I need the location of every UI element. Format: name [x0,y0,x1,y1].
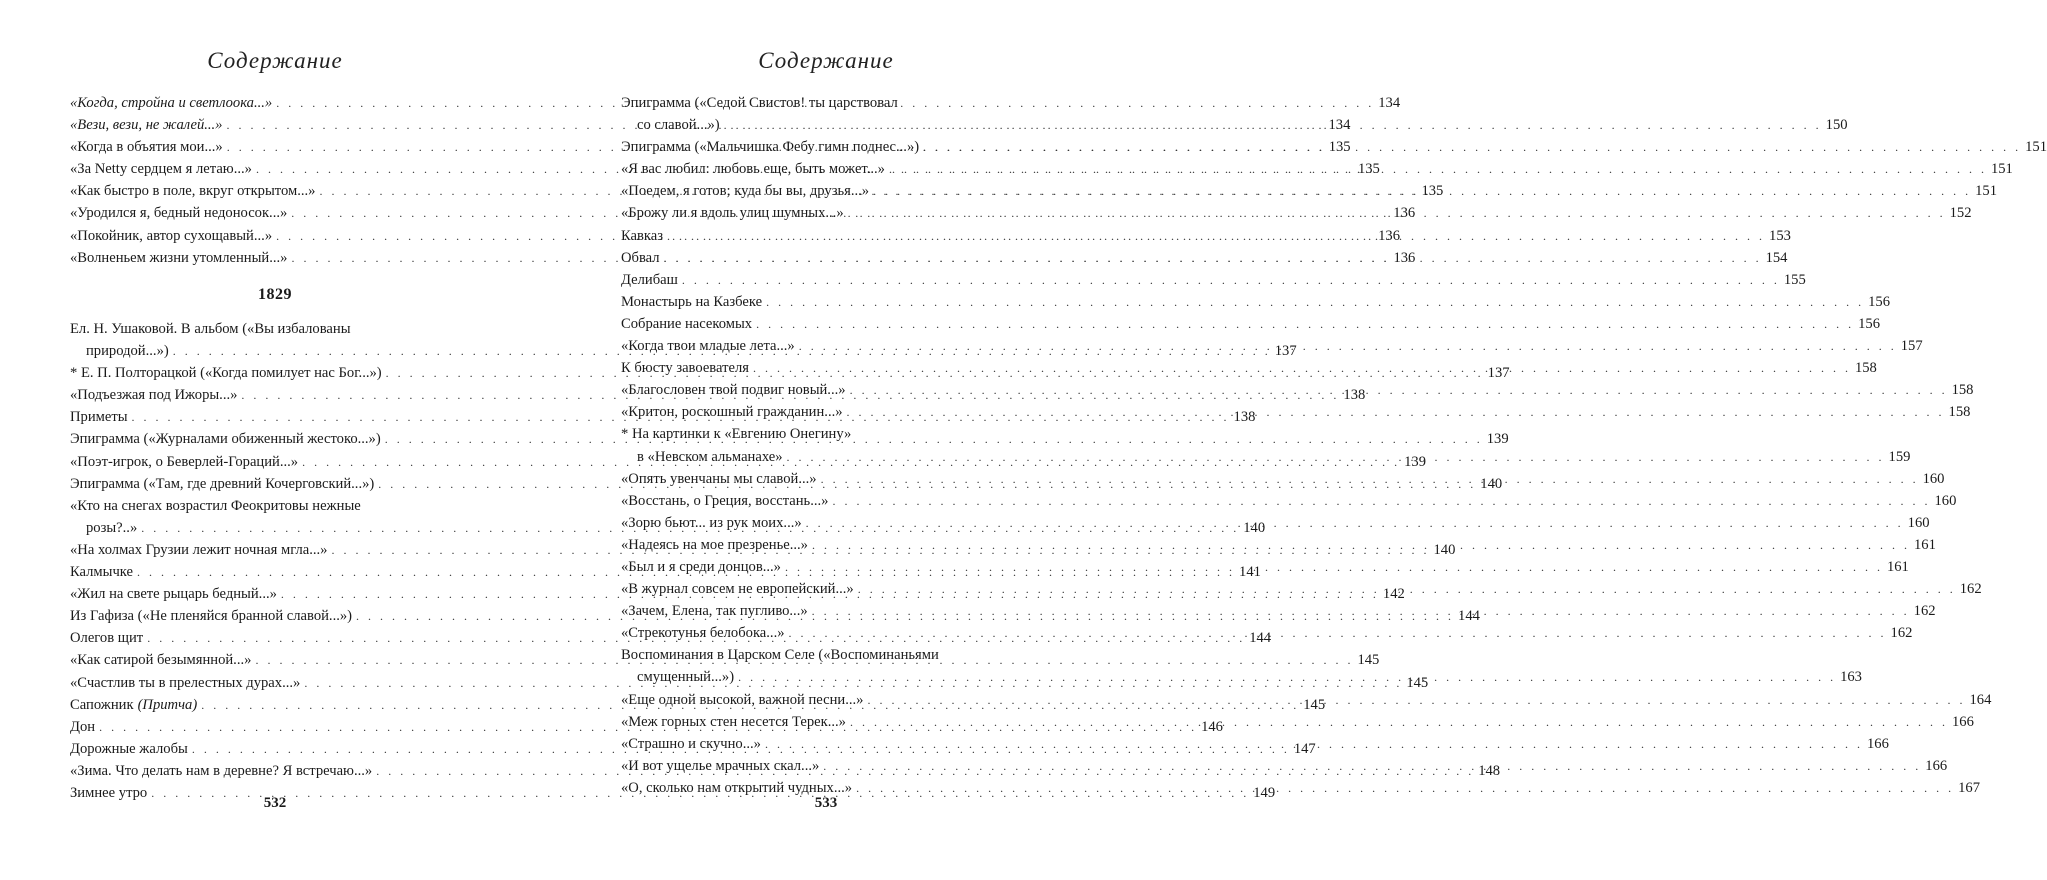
dot-leader [785,556,1883,578]
page-number: 533 [814,795,838,811]
dot-leader [823,755,1921,777]
toc-entry-title: «Уродился я, бедный недоносок...» [70,205,288,222]
toc-entry-title: в «Невском альманахе» [637,448,783,465]
toc-page-number: 136 [1378,227,1401,244]
dot-leader [682,269,1780,291]
dot-leader [799,335,1897,357]
dot-leader [753,357,1851,379]
toc-entry-title: «Поедем, я готов; куда бы вы, друзья...» [621,183,870,200]
toc-page-number: 134 [1378,95,1401,111]
toc-entry-title: Монастырь на Казбеке [621,293,763,310]
toc-entry-title: «Когда твои младые лета...» [621,338,795,355]
toc-entry-title: «И вот ущелье мрачных скал...» [621,757,820,774]
toc-entry-title: со славой...») [637,117,720,134]
toc-page-number: 139 [1486,431,1509,448]
toc-entry-title-line: * На картинки к «Евгению Онегину» [621,426,852,443]
toc-page-number: 159 [1888,448,1911,465]
toc-entry [621,490,1957,512]
toc-entry-title: Эпиграмма («Журналами обиженный жестоко...») [70,431,381,448]
toc-entry-title: природой...») [86,343,169,360]
toc-entry-title: «Вези, вези, не жалей...» [70,117,223,134]
dot-leader [832,490,1930,512]
toc-entry-title: «Зачем, Елена, так пугливо...» [621,603,808,620]
toc-entry-title: Дорожные жалобы [70,740,188,757]
toc-entry-title: «Когда, стройна и светлоока...» [70,95,273,111]
toc-entry-title: Дон [70,718,96,735]
toc-entry-title: «Критон, роскошный гражданин...» [621,404,843,421]
toc-entry-title: розы?..» [86,519,138,536]
dot-leader [789,622,1887,644]
toc-entry-subtitle: (Притча) [137,696,198,713]
toc-page-number: 154 [1765,249,1788,266]
toc-entry-title: «Восстань, о Греция, восстань...» [621,492,829,509]
dot-leader [848,202,1946,224]
dot-leader [664,247,1762,269]
toc-page-number: 162 [1959,581,1982,598]
toc-entry [621,291,1890,313]
toc-entry-title: «Был и я среди донцов...» [621,558,781,575]
toc-entry-title: «О, сколько нам открытий чудных...» [621,779,853,796]
toc-entry [621,313,1880,335]
toc-page-number: 137 [1274,343,1297,360]
toc-entry [621,269,1806,291]
toc-entry-title: «Подъезжая под Ижоры...» [70,387,238,404]
toc-entry-title: «Поэт-игрок, о Беверлей-Гораций...» [70,453,299,470]
toc-entry-title: Эпиграмма («Там, где древний Кочерговский...») [70,475,375,492]
toc-page-number: 166 [1951,713,1974,730]
toc-page-number: 161 [1913,536,1936,553]
dot-leader [667,225,1765,247]
toc-entry-title: «Брожу ли я вдоль улиц шумных...» [621,205,844,222]
dot-leader [923,136,2021,158]
toc-page-number: 160 [1934,492,1957,509]
toc-page-number: 140 [1480,475,1503,492]
toc-entry-title: «Благословен твой подвиг новый...» [621,382,846,399]
toc-page-number: 158 [1948,404,1971,421]
toc-page-number: 151 [1975,183,1997,200]
dot-leader [850,711,1948,733]
toc-entry-title: «Жил на свете рыцарь бедный...» [70,586,277,603]
toc-page-number: 145 [1357,652,1380,669]
toc-page-number: 158 [1951,382,1974,399]
toc-entry-title: «Волненьем жизни утомленный...» [70,249,288,266]
dot-leader [867,689,1965,711]
dot-leader [873,180,1971,202]
toc-page-number: 151 [1990,161,2013,178]
toc-entry-title: смущенный...») [637,669,735,686]
toc-page-number: 161 [1886,558,1909,575]
toc-page-number: 163 [1840,669,1862,686]
dot-leader [756,313,1854,335]
toc-page-number: 151 [2025,139,2047,156]
dot-leader [806,512,1904,534]
toc-page-number: 166 [1925,757,1948,774]
toc-page-number: 142 [1382,586,1405,603]
toc-entry-line [621,313,1880,335]
toc-entry-title: «Зорю бьют... из рук моих...» [621,514,802,531]
dot-leader [812,534,1910,556]
toc-entry-title-line: Эпиграмма («Седой Свистов! ты царствовал [621,95,898,111]
toc-page-number: 155 [1783,271,1806,288]
toc-page-number: 140 [1433,541,1456,558]
toc-page-number: 153 [1769,227,1791,244]
toc-page-number: 148 [1478,762,1501,779]
toc-page-number: 136 [1393,249,1416,266]
toc-entry-title: Из Гафиза («Не пленяйся бранной славой...») [70,608,353,625]
toc-page-number: 144 [1458,608,1480,625]
toc-entry-title: «Счастлив ты в прелестных дурах...» [70,674,301,691]
toc-page-number: 138 [1343,387,1366,404]
dot-leader [766,291,1864,313]
toc-page-number: 162 [1890,625,1913,642]
toc-entry-title: Сапожник [70,696,134,713]
toc-entry-title: «За Netty сердцем я летаю...» [70,161,252,178]
toc-page-number: 157 [1900,338,1923,355]
toc-page-number: 150 [1825,117,1848,134]
dot-leader [858,578,1956,600]
dot-leader [850,379,1948,401]
toc-page-number: 152 [1949,205,1972,222]
toc-entry-title: Зимнее утро [70,784,148,801]
toc-page-number: 156 [1858,315,1880,332]
toc-entry-title: «Как сатирой безымянной...» [70,652,252,669]
toc-entry-title: «Как быстро в поле, вкруг открытом...» [70,183,316,200]
toc-page-number: 140 [1243,519,1266,536]
toc-entry-line [621,269,1806,291]
toc-entry-title-line: Ел. Н. Ушаковой. В альбом («Вы избалованы [70,321,351,337]
toc-page-number: 144 [1249,630,1272,647]
toc-page-number: 160 [1907,514,1930,531]
toc-entry-title: «Покойник, автор сухощавый...» [70,227,273,244]
toc-page-number: 136 [1393,205,1416,222]
toc-entry-title: Эпиграмма («Мальчишка Фебу гимн поднес...») [621,139,920,156]
toc-page-number: 141 [1239,564,1261,581]
toc-entry-title: «Зима. Что делать нам в деревне? Я встречаю...» [70,762,373,779]
toc-entry-title-line: «Кто на снегах возрастил Феокритовы нежные [70,497,361,514]
toc-entry-title: Калмычке [70,564,134,581]
toc-page-number: 135 [1328,139,1351,156]
dot-leader [847,401,1945,423]
toc-page-number: 139 [1404,453,1426,470]
dot-leader [889,158,1987,180]
toc-entry-title: «На холмах Грузии лежит ночная мгла...» [70,541,328,558]
toc-entry-title: Олегов щит [70,630,144,647]
toc-page-number: 135 [1357,161,1380,178]
page-header: Содержание [758,48,894,73]
toc-entry-title: * Е. П. Полторацкой («Когда помилует нас Бог...») [70,365,382,382]
toc-entry-line [621,291,1890,313]
dot-leader [812,600,1910,622]
toc-entry-title: Собрание насекомых [621,315,753,332]
toc-page-number: 162 [1913,603,1936,620]
toc-entry-title: «Я вас любил: любовь еще, быть может...» [621,161,885,178]
toc-entry-title: «Опять увенчаны мы славой...» [621,470,817,487]
toc-page-number: 138 [1233,409,1256,426]
toc-page-number: 167 [1958,779,1980,796]
toc-entry-title: Делибаш [621,271,678,288]
toc-entry-line [621,490,1957,512]
toc-entry-title: К бюсту завоевателя [621,360,749,377]
dot-leader [765,733,1863,755]
page-header: Содержание [207,48,343,73]
toc-entry-title-line: Воспоминания в Царском Селе («Воспоминаньями [621,647,939,664]
page-number: 532 [263,795,287,811]
toc-page-number: 160 [1922,470,1945,487]
toc-page-number: 135 [1421,183,1444,200]
dot-leader [821,468,1919,490]
toc-page-number: 146 [1201,718,1223,735]
toc-page-number: 156 [1868,293,1890,310]
toc-entry-title: «В журнал совсем не европейский...» [621,581,854,598]
section-year: 1829 [258,286,292,303]
toc-page-number: 147 [1293,740,1316,757]
toc-page-number: 134 [1328,117,1351,134]
toc-entry-title: «Страшно и скучно...» [621,735,761,752]
dot-leader [738,666,1836,688]
dot-leader [787,446,1885,468]
toc-page-number: 149 [1253,784,1276,801]
toc-entry-title: «Когда в объятия мои...» [70,139,223,156]
toc-page-number: 145 [1303,696,1326,713]
toc-entry-title: «Меж горных стен несется Терек...» [621,713,846,730]
toc-entry-title: Приметы [70,409,128,426]
toc-page-number: 145 [1406,674,1429,691]
dot-leader [724,114,1822,136]
toc-entry-title: «Стрекотунья белобока...» [621,625,785,642]
toc-entry-title: «Надеясь на мое презренье...» [621,536,808,553]
toc-page-number: 158 [1854,360,1877,377]
toc-entry-title: «Еще одной высокой, важной песни...» [621,691,864,708]
toc-entry-title: Обвал [621,249,660,266]
toc-page-number: 166 [1866,735,1889,752]
toc-page-number: 164 [1969,691,1992,708]
toc-entry-title: Кавказ [621,227,664,244]
toc-page-number: 137 [1487,365,1510,382]
